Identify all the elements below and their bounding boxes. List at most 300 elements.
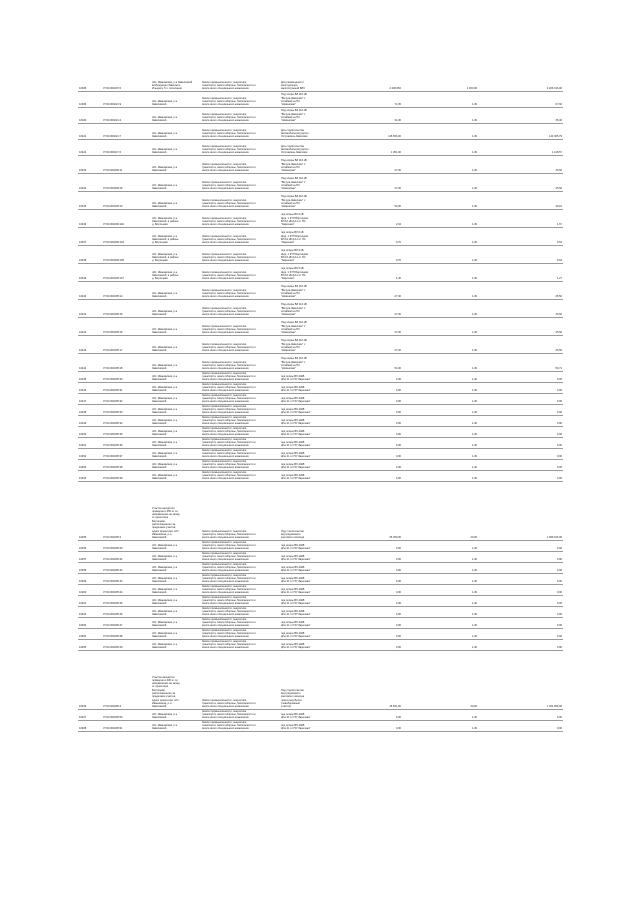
spacer-cell: [478, 281, 506, 299]
address-cell: обл. Ивановская, р-н Заволжский: [151, 382, 201, 393]
table-row: [78, 595, 563, 606]
tax-value-cell: 0,00: [506, 371, 563, 382]
cadastral-number-cell: 37:04:000209:104: [102, 227, 151, 245]
cadastral-number-cell: 37:04:000221:9: [102, 91, 151, 107]
spacer-cell: [478, 209, 506, 227]
land-category-cell: Земли промышленности, энергетики, транспорта, земли обороны, безопасности и земли иного специального назначения: [201, 470, 280, 481]
cadastral-number-cell: 37:04:000205:50: [102, 709, 151, 720]
area-cell: 0,00: [350, 448, 402, 459]
spacer-cell: [478, 551, 506, 562]
tax-value-cell: 1 024 956,00: [506, 650, 563, 709]
permitted-use-cell: Под опоры ВЛ 110 кВ "Вичуга-Заволжск" с отпайкой на ПС "Новинская": [280, 91, 350, 107]
row-number-cell: 10466: [78, 650, 102, 709]
spacer-cell: [402, 263, 458, 281]
tax-value-cell: 1 059 916,00: [506, 481, 563, 540]
land-category-cell: Земли промышленности, энергетики, транспорта, земли обороны, безопасности и земли иного специального назначения: [201, 227, 280, 245]
table-row: [78, 123, 563, 139]
row-number-cell: 10450: [78, 426, 102, 437]
table-row: [78, 371, 563, 382]
table-row: [78, 720, 563, 731]
spacer-cell: [478, 470, 506, 481]
rate-cell: 1,30: [458, 404, 478, 415]
tax-value-cell: 0,00: [506, 573, 563, 584]
address-cell: обл. Ивановская, р-н Заволжский: [151, 628, 201, 639]
row-number-cell: 10448: [78, 404, 102, 415]
cadastral-number-cell: 37:04:000209:13: [102, 191, 151, 209]
row-number-cell: 10439: [78, 209, 102, 227]
area-cell: 0,00: [350, 459, 402, 470]
permitted-use-cell: под опоры ВЛ-10кВ ф№ 21 от ПС"Заречная": [280, 470, 350, 481]
permitted-use-cell: под опоры ВЛ-10кВ ф№ 21 от ПС"Заречная": [280, 639, 350, 650]
cadastral-number-cell: 37:04:000205:45: [102, 595, 151, 606]
table-row: [78, 540, 563, 551]
area-cell: 0,00: [350, 639, 402, 650]
tax-value-cell: 0,00: [506, 448, 563, 459]
area-cell: 0,00: [350, 617, 402, 628]
rate-cell: 1,30: [458, 263, 478, 281]
land-category-cell: Земли промышленности, энергетики, транспорта, земли обороны, безопасности и земли иного специального назначения: [201, 481, 280, 540]
address-cell: обл. Ивановская, р-н Заволжский: [151, 573, 201, 584]
address-cell: обл. Ивановская, р-н Заволжский, в районе д. Бортицево: [151, 209, 201, 227]
spacer-cell: [402, 459, 458, 470]
table-row: [78, 459, 563, 470]
land-category-cell: Земли промышленности, энергетики, транспорта, земли обороны, безопасности и земли иного специального назначения: [201, 540, 280, 551]
spacer-cell: [402, 191, 458, 209]
cadastral-number-cell: 37:04:000205:48: [102, 628, 151, 639]
cadastral-number-cell: 37:04:000205:16: [102, 317, 151, 335]
spacer-cell: [478, 628, 506, 639]
permitted-use-cell: под опоры ВЛ-10кВ ф№ 21 от ПС"Заречная": [280, 437, 350, 448]
cadastral-number-cell: 37:04:000205:35: [102, 426, 151, 437]
rate-cell: 1,30: [458, 426, 478, 437]
cadastral-number-cell: 37:04:000205:49: [102, 639, 151, 650]
row-number-cell: 10437: [78, 227, 102, 245]
permitted-use-cell: Под строительство внутридомового зонтового газопода: [280, 481, 350, 540]
area-cell: 0,00: [350, 415, 402, 426]
area-cell: 0,00: [350, 382, 402, 393]
area-cell: 0,00: [350, 595, 402, 606]
spacer-cell: [478, 191, 506, 209]
cadastral-number-cell: 37:04:000209:107: [102, 263, 151, 281]
tax-value-cell: 0,00: [506, 606, 563, 617]
permitted-use-cell: Под строительство внутридомового зонтового газопода через реку Волга (левобережный участок): [280, 650, 350, 709]
address-cell: обл. Ивановская, р-н Заволжский: [151, 91, 201, 107]
spacer-cell: [402, 573, 458, 584]
tax-value-cell: 143 305,79: [506, 123, 563, 139]
row-number-cell: 10464: [78, 628, 102, 639]
address-cell: обл. Ивановская, р-н Заволжский: [151, 562, 201, 573]
permitted-use-cell: Под опоры ВЛ 110 кВ "Вичуга-Заволжск" с отпайкой на ПС "Новинская": [280, 353, 350, 371]
spacer-cell: [402, 404, 458, 415]
spacer-cell: [402, 540, 458, 551]
row-number-cell: 10422: [78, 139, 102, 155]
cadastral-number-cell: 37:04:000205:42: [102, 562, 151, 573]
spacer-cell: [402, 481, 458, 540]
rate-cell: 1,30: [458, 393, 478, 404]
permitted-use-cell: под опоры ВЛ-10кВ ф№ 21 от ПС"Заречная": [280, 595, 350, 606]
area-cell: 0,00: [350, 573, 402, 584]
table-row: [78, 281, 563, 299]
rate-cell: 1,30: [458, 470, 478, 481]
area-cell: 2 206,652: [350, 59, 402, 91]
tax-value-cell: 0,00: [506, 393, 563, 404]
spacer-cell: [402, 155, 458, 173]
area-cell: 65 350,00: [350, 481, 402, 540]
permitted-use-cell: под опоры ВЛ 6 кВ фид. 1 КТП Бортицево ВЛ 10 кВ ф.11 от ПС "Заречная": [280, 263, 350, 281]
rate-cell: 1,30: [458, 459, 478, 470]
spacer-cell: [402, 437, 458, 448]
spacer-cell: [478, 426, 506, 437]
table-row: [78, 191, 563, 209]
rate-cell: 1,30: [458, 91, 478, 107]
address-cell: обл. Ивановская, р-н Заволжский: [151, 123, 201, 139]
tax-value-cell: 0,00: [506, 470, 563, 481]
rate-cell: 1,30: [458, 617, 478, 628]
spacer-cell: [478, 59, 506, 91]
rate-cell: 1,30: [458, 353, 478, 371]
tax-value-cell: 0,00: [506, 720, 563, 731]
table-row: [78, 562, 563, 573]
cadastral-number-cell: 37:04:000205:4: [102, 650, 151, 709]
rate-cell: 20,00: [458, 650, 478, 709]
row-number-cell: 10454: [78, 470, 102, 481]
land-category-cell: Земли промышленности, энергетики, транспорта, земли обороны, безопасности и земли иного специального назначения: [201, 404, 280, 415]
row-number-cell: 10467: [78, 709, 102, 720]
table-row: [78, 263, 563, 281]
cadastral-number-cell: 37:04:000217:6: [102, 139, 151, 155]
area-cell: 0,70: [350, 245, 402, 263]
permitted-use-cell: под опоры ВЛ-10кВ ф№ 21 от ПС"Заречная": [280, 709, 350, 720]
permitted-use-cell: под опоры ВЛ 6 кВ фид. 1 КТП Бортицево ВЛ 10 кВ ф.11 от ПС "Заречная": [280, 209, 350, 227]
tax-value-cell: 0,00: [506, 437, 563, 448]
land-category-cell: Земли промышленности, энергетики, транспорта, земли обороны, безопасности и земли иного специального назначения: [201, 448, 280, 459]
address-cell: Участок находится примерно в 400 м. по направлению на запад от ориентира Бортицево, расположенного за пределами участка, адрес ориентира: обл. Ивановская, р-н Заволжский: [151, 650, 201, 709]
spacer-cell: [402, 551, 458, 562]
rate-cell: 1,30: [458, 371, 478, 382]
cadastral-number-cell: 37:04:000205:38: [102, 459, 151, 470]
permitted-use-cell: под опоры ВЛ-10кВ ф№ 21 от ПС"Заречная": [280, 606, 350, 617]
address-cell: обл. Ивановская, р-н Заволжский, в районе д. Бортицево: [151, 245, 201, 263]
spacer-cell: [478, 299, 506, 317]
address-cell: обл. Ивановская, р-н Заволжский: [151, 459, 201, 470]
address-cell: обл. Ивановская, р-н Заволжский: [151, 448, 201, 459]
row-number-cell: 10460: [78, 584, 102, 595]
cadastral-number-cell: 37:04:000205:30: [102, 371, 151, 382]
cadastral-number-cell: 37:04:000209:102: [102, 209, 151, 227]
cadastral-number-cell: 37:04:000221:4: [102, 107, 151, 123]
land-category-cell: Земли промышленности, энергетики, транспорта, земли обороны, безопасности и земли иного специального назначения: [201, 107, 280, 123]
spacer-cell: [478, 263, 506, 281]
spacer-cell: [478, 720, 506, 731]
spacer-cell: [402, 393, 458, 404]
cadastral-number-cell: 37:04:000205:44: [102, 584, 151, 595]
rate-cell: 1,30: [458, 606, 478, 617]
area-cell: 0,00: [350, 709, 402, 720]
rate-cell: 1,30: [458, 584, 478, 595]
area-cell: 0,00: [350, 540, 402, 551]
spacer-cell: [478, 123, 506, 139]
spacer-cell: [402, 720, 458, 731]
row-number-cell: 10463: [78, 617, 102, 628]
address-cell: обл. Ивановская, р-н Заволжский, в районе д. Бортицево: [151, 227, 201, 245]
tax-value-cell: 0,00: [506, 404, 563, 415]
spacer-cell: [402, 371, 458, 382]
row-number-cell: 10455: [78, 481, 102, 540]
land-category-cell: Земли промышленности, энергетики, транспорта, земли обороны, безопасности и земли иного специального назначения: [201, 606, 280, 617]
address-cell: обл. Ивановская, р-н Заволжский: [151, 595, 201, 606]
address-cell: обл. Ивановская, р-н Заволжский: [151, 720, 201, 731]
address-cell: обл. Ивановская, р-н Заволжский: [151, 415, 201, 426]
tax-value-cell: 49,10: [506, 191, 563, 209]
area-cell: 0,00: [350, 470, 402, 481]
rate-cell: 1,30: [458, 123, 478, 139]
spacer-cell: [478, 245, 506, 263]
area-cell: 31,00: [350, 107, 402, 123]
land-category-cell: Земли промышленности, энергетики, транспорта, земли обороны, безопасности и земли иного специального назначения: [201, 415, 280, 426]
area-cell: 0,00: [350, 371, 402, 382]
cadastral-number-cell: 37:04:000209:105: [102, 245, 151, 263]
spacer-cell: [478, 382, 506, 393]
land-category-cell: Земли промышленности, энергетики, транспорта, земли обороны, безопасности и земли иного специального назначения: [201, 650, 280, 709]
permitted-use-cell: Под опоры ВЛ 110 кВ "Вичуга-Заволжск" с отпайкой на ПС "Новинская": [280, 299, 350, 317]
area-cell: 52,00: [350, 191, 402, 209]
tax-value-cell: 0,00: [506, 584, 563, 595]
rate-cell: 1,30: [458, 245, 478, 263]
table-row: [78, 709, 563, 720]
row-number-cell: 10447: [78, 393, 102, 404]
spacer-cell: [402, 59, 458, 91]
permitted-use-cell: Под опоры ВЛ 110 кВ "Вичуга-Заволжск" с отпайкой на ПС "Новинская": [280, 191, 350, 209]
area-cell: 0,00: [350, 628, 402, 639]
area-cell: 1,40: [350, 263, 402, 281]
spacer-cell: [478, 481, 506, 540]
tax-value-cell: 0,63: [506, 227, 563, 245]
address-cell: обл. Ивановская, р-н Заволжский: [151, 709, 201, 720]
land-category-cell: Земли промышленности, энергетики, транспорта, земли обороны, безопасности и земли иного специального назначения: [201, 371, 280, 382]
permitted-use-cell: под опоры ВЛ-10кВ ф№ 21 от ПС"Заречная": [280, 720, 350, 731]
rate-cell: 1,30: [458, 415, 478, 426]
spacer-cell: [478, 139, 506, 155]
spacer-cell: [402, 107, 458, 123]
rate-cell: 1,30: [458, 299, 478, 317]
address-cell: обл. Ивановская, р-н Заволжский: [151, 281, 201, 299]
rate-cell: 1,30: [458, 281, 478, 299]
spacer-cell: [478, 317, 506, 335]
rate-cell: 1,30: [458, 139, 478, 155]
land-category-cell: Земли промышленности, энергетики, транспорта, земли обороны, безопасности и земли иного специального назначения: [201, 720, 280, 731]
permitted-use-cell: под опоры ВЛ-10кВ ф№ 21 от ПС"Заречная": [280, 404, 350, 415]
area-cell: 2,04: [350, 209, 402, 227]
table-row: [78, 628, 563, 639]
area-cell: 1 351,00: [350, 139, 402, 155]
table-row: [78, 227, 563, 245]
tax-value-cell: 25,50: [506, 299, 563, 317]
cadastral-number-cell: 37:04:000205:41: [102, 551, 151, 562]
rate-cell: 1,30: [458, 191, 478, 209]
tax-value-cell: 35,30: [506, 107, 563, 123]
area-cell: 27,00: [350, 335, 402, 353]
rate-cell: 1,30: [458, 107, 478, 123]
table-row: [78, 437, 563, 448]
spacer-cell: [402, 595, 458, 606]
permitted-use-cell: Для строительства автомобильной дороги Островское-Заволжск: [280, 123, 350, 139]
row-number-cell: 10443: [78, 335, 102, 353]
tax-value-cell: 0,00: [506, 639, 563, 650]
spacer-cell: [478, 562, 506, 573]
spacer-cell: [402, 650, 458, 709]
table-row: [78, 606, 563, 617]
row-number-cell: 10440: [78, 281, 102, 299]
cadastral-number-cell: 37:04:000205:36: [102, 437, 151, 448]
row-number-cell: 10441: [78, 299, 102, 317]
spacer-cell: [402, 123, 458, 139]
land-category-cell: Земли промышленности, энергетики, транспорта, земли обороны, безопасности и земли иного специального назначения: [201, 617, 280, 628]
cadastral-number-cell: 37:04:000205:18: [102, 353, 151, 371]
address-cell: обл. Ивановская, р-н Заволжский: [151, 335, 201, 353]
rate-cell: 1,30: [458, 709, 478, 720]
area-cell: 0,00: [350, 562, 402, 573]
address-cell: обл. Ивановская, р-н Заволжский: [151, 470, 201, 481]
tax-value-cell: 0,00: [506, 709, 563, 720]
row-number-cell: 10040: [78, 107, 102, 123]
table-body: [78, 59, 563, 731]
row-number-cell: 10435: [78, 191, 102, 209]
land-category-cell: Земли промышленности, энергетики, транспорта, земли обороны, безопасности и земли иного специального назначения: [201, 639, 280, 650]
land-category-cell: Земли промышленности, энергетики, транспорта, земли обороны, безопасности и земли иного специального назначения: [201, 573, 280, 584]
row-number-cell: 10468: [78, 720, 102, 731]
address-cell: обл. Ивановская, р-н Заволжский: [151, 404, 201, 415]
row-number-cell: 10444: [78, 353, 102, 371]
spacer-cell: [478, 606, 506, 617]
spacer-cell: [402, 281, 458, 299]
row-number-cell: 10459: [78, 573, 102, 584]
tax-value-cell: 0,00: [506, 415, 563, 426]
spacer-cell: [478, 617, 506, 628]
land-category-cell: Земли промышленности, энергетики, транспорта, земли обороны, безопасности и земли иного специального назначения: [201, 139, 280, 155]
cadastral-number-cell: 37:04:000205:47: [102, 617, 151, 628]
permitted-use-cell: под опоры ВЛ-10кВ ф№ 21 от ПС"Заречная": [280, 573, 350, 584]
land-category-cell: Земли промышленности, энергетики, транспорта, земли обороны, безопасности и земли иного специального назначения: [201, 459, 280, 470]
land-category-cell: Земли промышленности, энергетики, транспорта, земли обороны, безопасности и земли иного специального назначения: [201, 335, 280, 353]
permitted-use-cell: под опоры ВЛ-10кВ ф№ 21 от ПС"Заречная": [280, 393, 350, 404]
table-row: [78, 353, 563, 371]
cadastral-number-cell: 37:04:000205:40: [102, 540, 151, 551]
table-row: [78, 317, 563, 335]
tax-value-cell: 25,50: [506, 281, 563, 299]
cadastral-number-cell: 37:04:000205:31: [102, 382, 151, 393]
land-category-cell: Земли промышленности, энергетики, транспорта, земли обороны, безопасности и земли иного специального назначения: [201, 426, 280, 437]
spacer-cell: [402, 639, 458, 650]
cadastral-number-cell: 37:04:000209:11: [102, 155, 151, 173]
rate-cell: 1,30: [458, 639, 478, 650]
tax-value-cell: 0,00: [506, 628, 563, 639]
tax-value-cell: 50,71: [506, 353, 563, 371]
spacer-cell: [402, 335, 458, 353]
tax-value-cell: 0,00: [506, 540, 563, 551]
cadastral-number-cell: 37:04:000205:14: [102, 281, 151, 299]
spacer-cell: [402, 299, 458, 317]
permitted-use-cell: под опоры ВЛ-10кВ ф№ 21 от ПС"Заречная": [280, 628, 350, 639]
permitted-use-cell: под опоры ВЛ-10кВ ф№ 21 от ПС"Заречная": [280, 371, 350, 382]
cadastral-number-cell: 37:04:000207:6: [102, 59, 151, 91]
permitted-use-cell: Под опоры ВЛ 110 кВ "Вичуга-Заволжск" с отпайкой на ПС "Новинская": [280, 281, 350, 299]
area-cell: 27,00: [350, 155, 402, 173]
row-number-cell: 10462: [78, 606, 102, 617]
land-category-cell: Земли промышленности, энергетики, транспорта, земли обороны, безопасности и земли иного специального назначения: [201, 59, 280, 91]
row-number-cell: 10445: [78, 371, 102, 382]
land-category-cell: Земли промышленности, энергетики, транспорта, земли обороны, безопасности и земли иного специального назначения: [201, 317, 280, 335]
address-cell: обл. Ивановская, р-н Заволжский: [151, 317, 201, 335]
permitted-use-cell: Для размещения и эксплуатации многостроений ВЛС: [280, 59, 350, 91]
tax-value-cell: 25,50: [506, 317, 563, 335]
land-category-cell: Земли промышленности, энергетики, транспорта, земли обороны, безопасности и земли иного специального назначения: [201, 353, 280, 371]
spacer-cell: [402, 584, 458, 595]
area-cell: 0,70: [350, 227, 402, 245]
permitted-use-cell: под опоры ВЛ-10кВ ф№ 21 от ПС"Заречная": [280, 617, 350, 628]
row-number-cell: 10438: [78, 245, 102, 263]
area-cell: 0,00: [350, 551, 402, 562]
land-category-cell: Земли промышленности, энергетики, транспорта, земли обороны, безопасности и земли иного специального назначения: [201, 393, 280, 404]
rate-cell: 1,30: [458, 437, 478, 448]
spacer-cell: [478, 107, 506, 123]
spacer-cell: [478, 639, 506, 650]
cadastral-number-cell: 37:04:000205:3: [102, 481, 151, 540]
row-number-cell: 10433: [78, 155, 102, 173]
spacer-cell: [478, 540, 506, 551]
rate-cell: 1,30: [458, 595, 478, 606]
permitted-use-cell: под опоры ВЛ 6 кВ фид. 1 КТП Бортицево ВЛ 10 кВ ф.11 от ПС "Заречная": [280, 227, 350, 245]
table-row: [78, 155, 563, 173]
cadastral-number-cell: 37:04:000205:17: [102, 335, 151, 353]
table-row: [78, 139, 563, 155]
rate-cell: 1,30: [458, 382, 478, 393]
permitted-use-cell: Под опоры ВЛ 110 кВ "Вичуга-Заволжск" с отпайкой на ПС "Новинская": [280, 317, 350, 335]
rate-cell: 1,30: [458, 448, 478, 459]
row-number-cell: 10465: [78, 639, 102, 650]
cadastral-number-cell: 37:04:000205:33: [102, 404, 151, 415]
spacer-cell: [478, 173, 506, 191]
area-cell: 115 656,00: [350, 123, 402, 139]
area-cell: 27,00: [350, 317, 402, 335]
land-category-cell: Земли промышленности, энергетики, транспорта, земли обороны, безопасности и земли иного специального назначения: [201, 595, 280, 606]
spacer-cell: [478, 584, 506, 595]
permitted-use-cell: Для строительства автомобильной дороги Островское-Заволжск: [280, 139, 350, 155]
rate-cell: 1,30: [458, 573, 478, 584]
row-number-cell: 10441: [78, 123, 102, 139]
spacer-cell: [478, 353, 506, 371]
tax-value-cell: 1 418,57: [506, 139, 563, 155]
spacer-cell: [402, 173, 458, 191]
permitted-use-cell: Под опоры ВЛ 110 кВ "Вичуга-Заволжск" с отпайкой на ПС "Новинская": [280, 335, 350, 353]
spacer-cell: [478, 404, 506, 415]
permitted-use-cell: под опоры ВЛ-10кВ ф№ 21 от ПС"Заречная": [280, 584, 350, 595]
area-cell: 0,00: [350, 404, 402, 415]
cadastral-number-cell: 37:04:000205:39: [102, 470, 151, 481]
spacer-cell: [478, 459, 506, 470]
spacer-cell: [402, 470, 458, 481]
spacer-cell: [478, 335, 506, 353]
area-cell: 54,00: [350, 353, 402, 371]
address-cell: обл. Ивановская, р-н Заволжский: [151, 639, 201, 650]
spacer-cell: [402, 415, 458, 426]
land-category-cell: Земли промышленности, энергетики, транспорта, земли обороны, безопасности и земли иного специального назначения: [201, 191, 280, 209]
permitted-use-cell: под опоры ВЛ 6 кВ фид. 1 КТП Бортицево ВЛ 10 кВ ф.11 от ПС "Заречная": [280, 245, 350, 263]
spacer-cell: [402, 209, 458, 227]
spacer-cell: [402, 448, 458, 459]
spacer-cell: [402, 628, 458, 639]
tax-value-cell: 0,00: [506, 595, 563, 606]
spacer-cell: [478, 448, 506, 459]
